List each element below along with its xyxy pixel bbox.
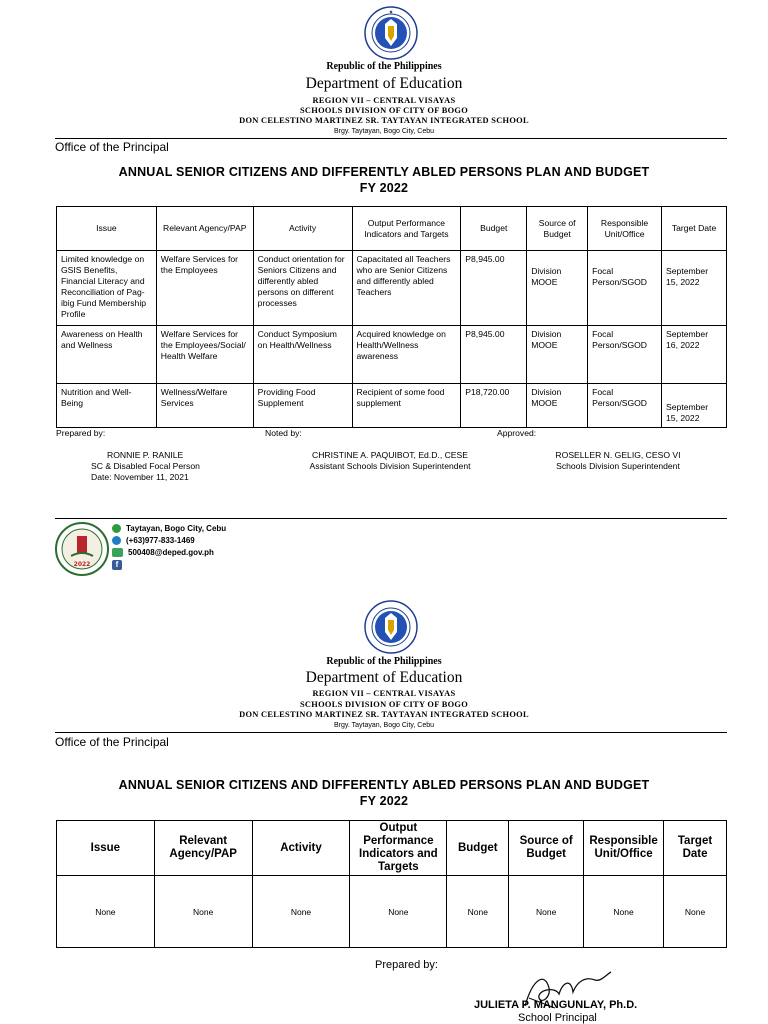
table-cell: September 15, 2022 xyxy=(662,384,727,428)
table-cell: Division MOOE xyxy=(527,251,588,326)
republic-heading: Republic of the Philippines xyxy=(326,656,442,667)
column-header: Relevant Agency/PAP xyxy=(156,207,253,251)
signatory-title: Schools Division Superintendent xyxy=(556,461,680,471)
column-header: Responsible Unit/Office xyxy=(588,207,662,251)
signatory-title: Assistant Schools Division Superintendent xyxy=(309,461,471,471)
column-header: Responsible Unit/Office xyxy=(584,821,664,876)
header-rule xyxy=(55,138,727,139)
signatory-name: CHRISTINE A. PAQUIBOT, Ed.D., CESE xyxy=(312,450,468,460)
principal-name: JULIETA P. MANGUNLAY, Ph.D. xyxy=(474,999,638,1011)
table-cell: None xyxy=(447,876,509,948)
region-heading: REGION VII – CENTRAL VISAYAS xyxy=(312,689,456,698)
prepared-signatory xyxy=(91,450,261,483)
location-icon xyxy=(112,524,121,533)
table-cell: Wellness/Welfare Services xyxy=(156,384,253,428)
table-header-row xyxy=(57,207,727,251)
school-heading: DON CELESTINO MARTINEZ SR. TAYTAYAN INTEGRATED SCHOOL xyxy=(239,710,529,719)
table-cell: Conduct orientation for Seniors Citizens and differently abled persons on different processes xyxy=(253,251,352,326)
office-label: Office of the Principal xyxy=(55,140,169,154)
table-cell: Conduct Symposium on Health/Wellness xyxy=(253,326,352,384)
deped-seal-icon xyxy=(364,600,418,654)
table-cell: None xyxy=(584,876,664,948)
table-cell: Capacitated all Teachers who are Senior Citizens and differently abled Teachers xyxy=(352,251,461,326)
column-header: Relevant Agency/PAP xyxy=(154,821,252,876)
column-header: Output Performance Indicators and Targets xyxy=(350,821,447,876)
table-cell: September 15, 2022 xyxy=(662,251,727,326)
approved-signatory xyxy=(525,450,711,472)
footer-facebook-row xyxy=(112,559,226,571)
table-cell: Recipient of some food supplement xyxy=(352,384,461,428)
prepared-by-label: Prepared by: xyxy=(375,959,438,971)
division-heading: SCHOOLS DIVISION OF CITY OF BOGO xyxy=(299,700,469,709)
table-cell: P18,720.00 xyxy=(461,384,527,428)
table-cell: None xyxy=(350,876,447,948)
table-cell: Nutrition and Well-Being xyxy=(57,384,157,428)
plan-table-empty xyxy=(56,820,727,948)
column-header: Budget xyxy=(461,207,527,251)
table-cell: Welfare Services for the Employees/Social/ Health Welfare xyxy=(156,326,253,384)
table-cell: P8,945.00 xyxy=(461,326,527,384)
republic-heading: Republic of the Philippines xyxy=(326,61,442,72)
office-label: Office of the Principal xyxy=(55,735,169,749)
table-row xyxy=(57,384,727,428)
table-cell: Acquired knowledge on Health/Wellness awareness xyxy=(352,326,461,384)
footer-email: 500408@deped.gov.ph xyxy=(128,548,214,557)
table-cell: Limited knowledge on GSIS Benefits, Financial Literacy and Reconciliation of Pag-ibig Fund Membership Profile xyxy=(57,251,157,326)
table-cell: None xyxy=(252,876,350,948)
school-heading: DON CELESTINO MARTINEZ SR. TAYTAYAN INTEGRATED SCHOOL xyxy=(239,116,529,125)
table-cell: September 16, 2022 xyxy=(662,326,727,384)
noted-signatory xyxy=(280,450,500,472)
plan-table xyxy=(56,206,727,428)
table-cell: Focal Person/SGOD xyxy=(588,251,662,326)
table-cell: None xyxy=(664,876,727,948)
address-line: Brgy. Taytayan, Bogo City, Cebu xyxy=(334,128,434,135)
table-header-row xyxy=(57,821,727,876)
region-heading: REGION VII – CENTRAL VISAYAS xyxy=(312,96,456,105)
school-logo-icon xyxy=(55,522,109,576)
footer-phone: (+63)977-833-1469 xyxy=(126,536,195,545)
table-cell: P8,945.00 xyxy=(461,251,527,326)
column-header: Activity xyxy=(253,207,352,251)
table-cell: Awareness on Health and Wellness xyxy=(57,326,157,384)
header-rule xyxy=(55,732,727,733)
table-cell: Focal Person/SGOD xyxy=(588,326,662,384)
footer-contact xyxy=(112,523,226,571)
signatory-title: SC & Disabled Focal Person xyxy=(91,461,200,471)
table-row xyxy=(57,876,727,948)
principal-title: School Principal xyxy=(518,1012,597,1024)
table-cell: None xyxy=(154,876,252,948)
approved-label: Approved: xyxy=(497,428,537,438)
signatory-name: RONNIE P. RANILE xyxy=(107,450,184,460)
footer-address-row xyxy=(112,523,226,535)
plan-title: ANNUAL SENIOR CITIZENS AND DIFFERENTLY ABLED PERSONS PLAN AND BUDGET FY 2022 xyxy=(118,778,650,808)
facebook-icon[interactable]: f xyxy=(112,560,122,570)
column-header: Source of Budget xyxy=(509,821,584,876)
signatory-date: Date: November 11, 2021 xyxy=(91,472,189,482)
column-header: Activity xyxy=(252,821,350,876)
table-row xyxy=(57,251,727,326)
deped-seal-icon xyxy=(364,6,418,60)
address-line: Brgy. Taytayan, Bogo City, Cebu xyxy=(334,722,434,729)
svg-text:2022: 2022 xyxy=(73,561,91,568)
table-cell: None xyxy=(509,876,584,948)
phone-icon xyxy=(112,536,121,545)
signatory-name: ROSELLER N. GELIG, CESO VI xyxy=(555,450,681,460)
footer-address: Taytayan, Bogo City, Cebu xyxy=(126,524,227,533)
column-header: Budget xyxy=(447,821,509,876)
column-header: Target Date xyxy=(662,207,727,251)
column-header: Target Date xyxy=(664,821,727,876)
column-header: Issue xyxy=(57,821,155,876)
table-cell: Division MOOE xyxy=(527,384,588,428)
table-row xyxy=(57,326,727,384)
division-heading: SCHOOLS DIVISION OF CITY OF BOGO xyxy=(299,106,469,115)
noted-by-label: Noted by: xyxy=(265,428,302,438)
footer-phone-row xyxy=(112,535,226,547)
svg-text:◆: ◆ xyxy=(389,9,393,14)
table-cell: Division MOOE xyxy=(527,326,588,384)
column-header: Source of Budget xyxy=(527,207,588,251)
footer-email-row xyxy=(112,547,226,559)
plan-title: ANNUAL SENIOR CITIZENS AND DIFFERENTLY ABLED PERSONS PLAN AND BUDGET FY 2022 xyxy=(118,165,650,195)
department-heading: Department of Education xyxy=(305,669,463,686)
table-cell: Providing Food Supplement xyxy=(253,384,352,428)
department-heading: Department of Education xyxy=(305,75,463,92)
email-icon xyxy=(112,548,123,557)
table-cell: None xyxy=(57,876,155,948)
column-header: Output Performance Indicators and Targets xyxy=(352,207,461,251)
prepared-by-label: Prepared by: xyxy=(56,428,106,438)
table-cell: Focal Person/SGOD xyxy=(588,384,662,428)
footer-rule xyxy=(55,518,727,519)
table-cell: Welfare Services for the Employees xyxy=(156,251,253,326)
column-header: Issue xyxy=(57,207,157,251)
